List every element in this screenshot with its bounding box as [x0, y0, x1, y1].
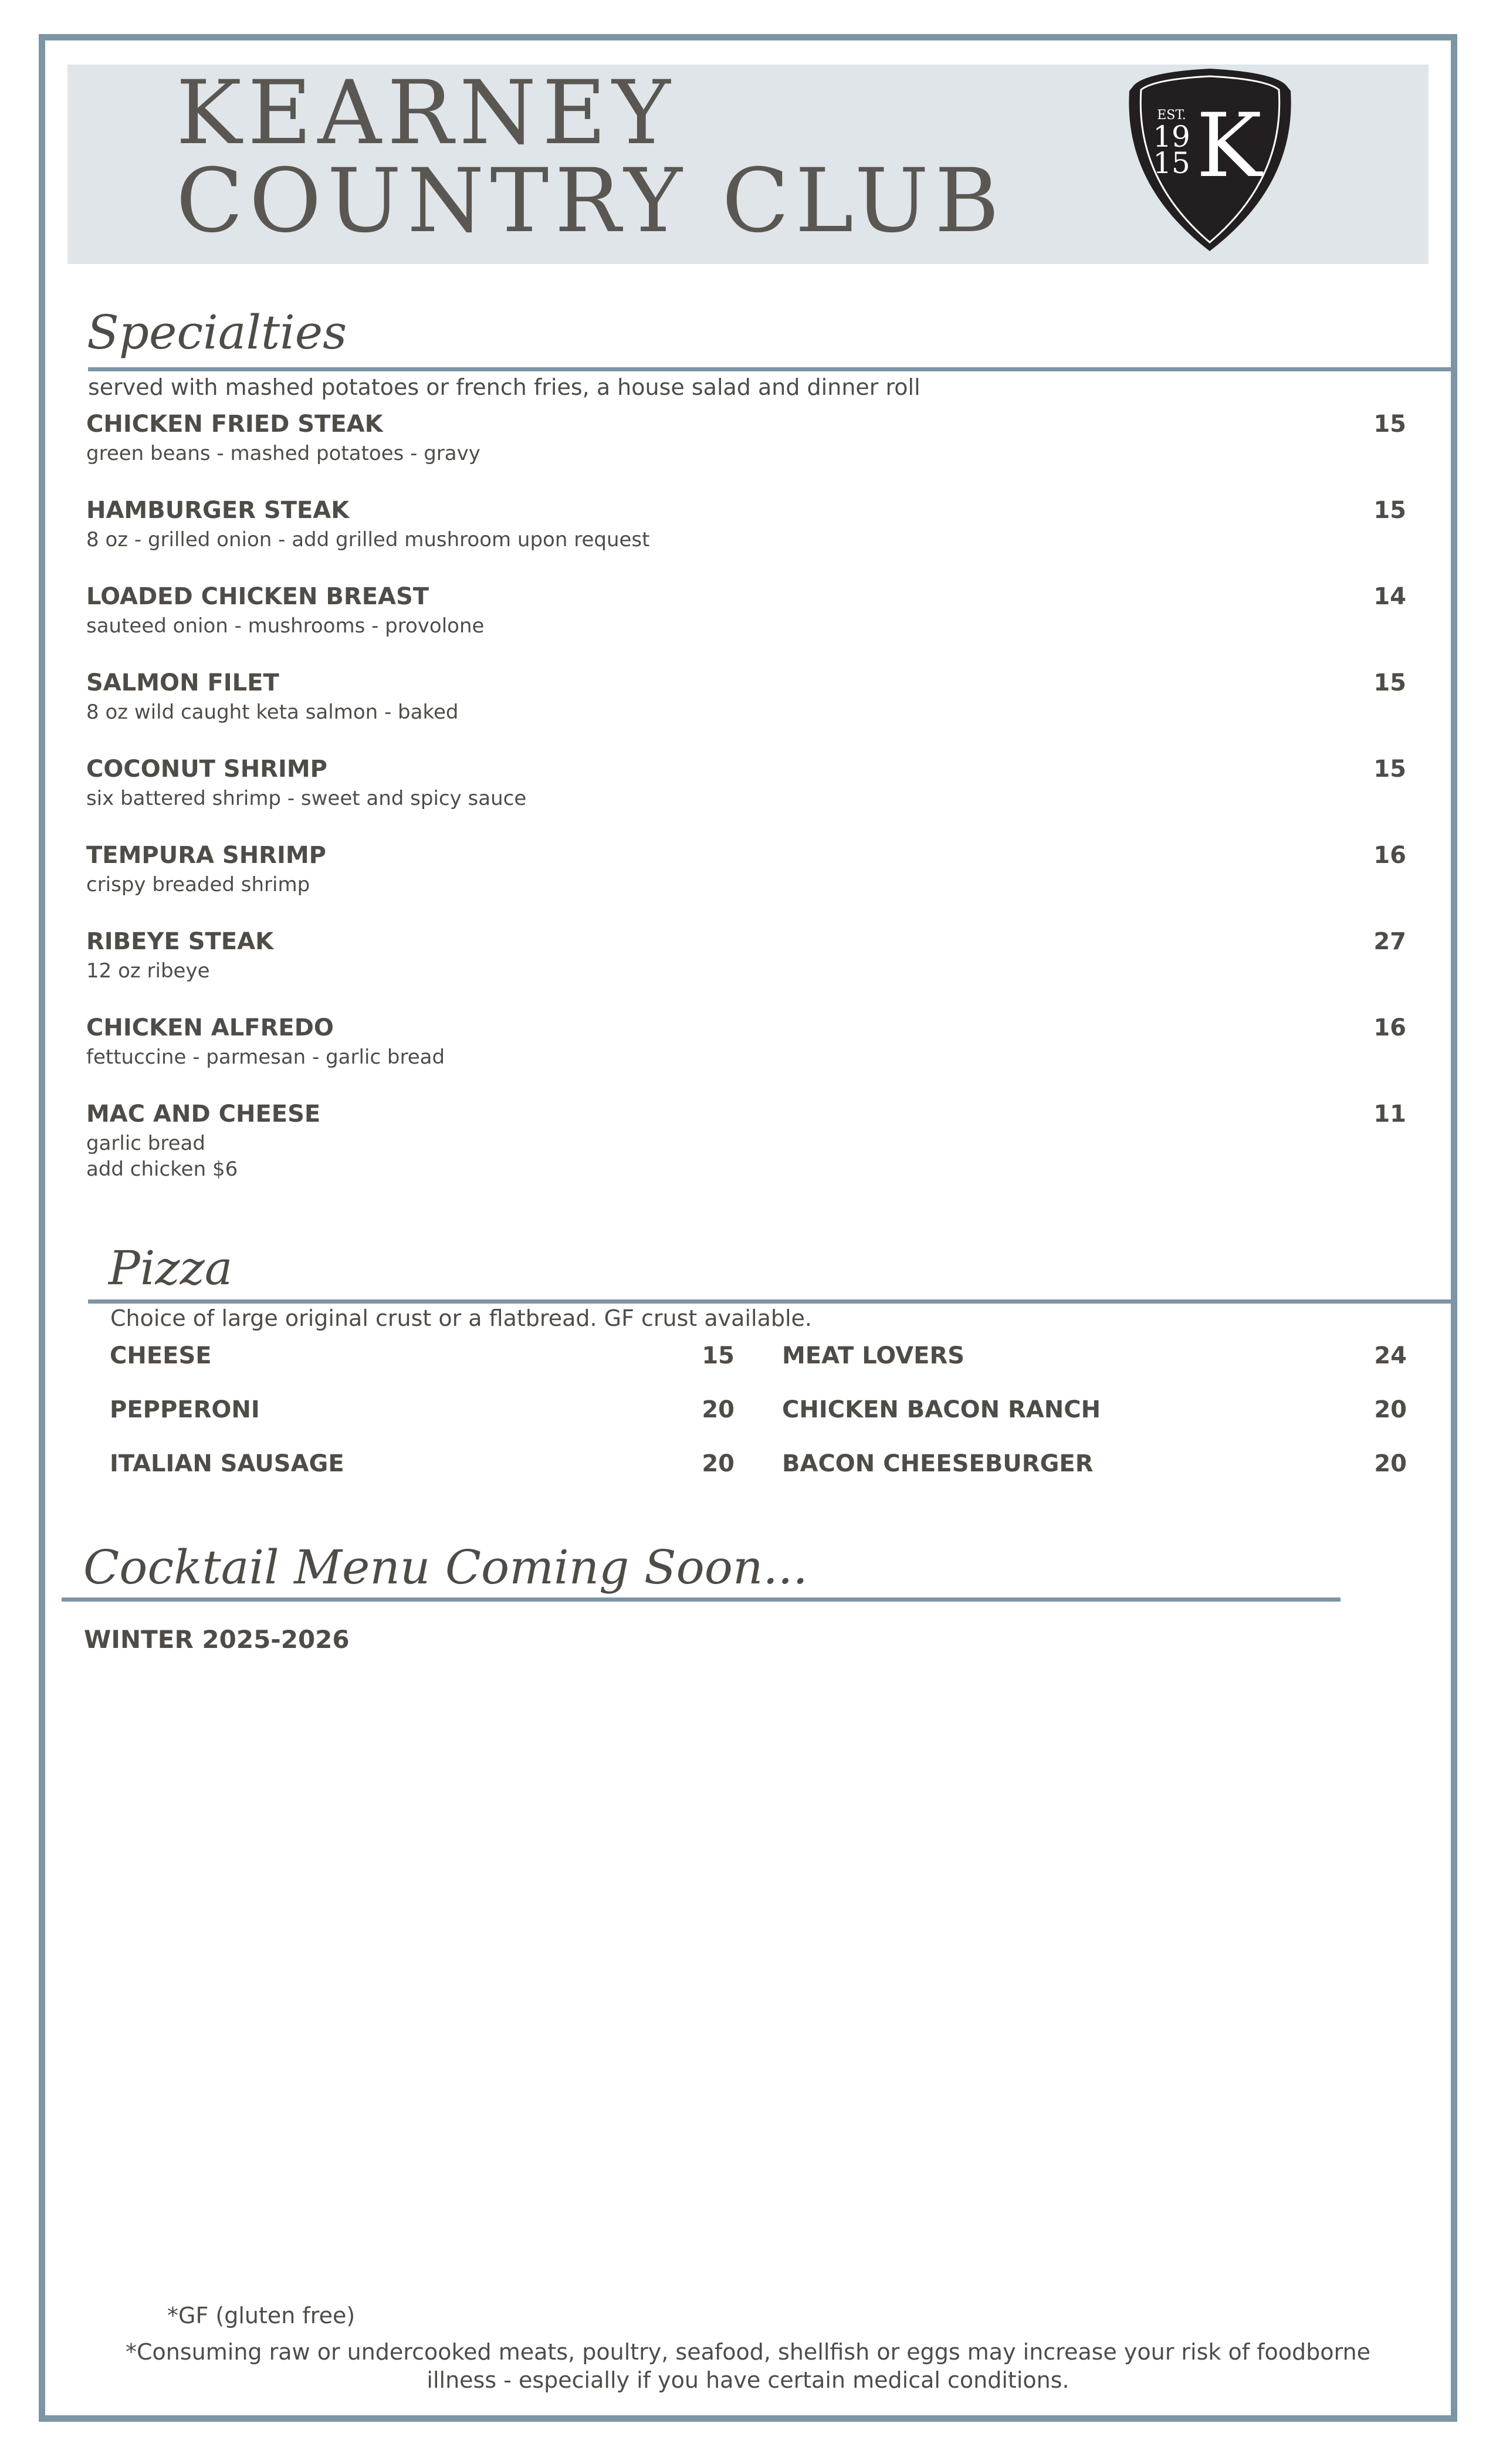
specialties-title: Specialties — [87, 305, 347, 360]
item-name: CHICKEN FRIED STEAK — [86, 411, 383, 438]
club-name-line2: COUNTRY CLUB — [176, 150, 1006, 252]
menu-item — [86, 580, 1406, 639]
item-description: garlic bread — [86, 1132, 205, 1155]
cocktail-title: Cocktail Menu Coming Soon... — [83, 1540, 808, 1595]
menu-item — [86, 1098, 1406, 1182]
menu-item — [86, 666, 1406, 725]
pizza-item — [782, 1393, 1407, 1426]
cocktail-season: WINTER 2025-2026 — [84, 1625, 350, 1654]
menu-item — [86, 753, 1406, 811]
item-name: PEPPERONI — [110, 1396, 260, 1423]
item-name: BACON CHEESEBURGER — [782, 1450, 1094, 1477]
item-price: 20 — [1374, 1396, 1407, 1423]
item-name: LOADED CHICKEN BREAST — [86, 583, 429, 610]
item-price: 15 — [702, 1342, 735, 1369]
menu-item — [86, 494, 1406, 553]
item-price: 20 — [702, 1450, 735, 1477]
pizza-item — [110, 1393, 735, 1426]
item-price: 20 — [702, 1396, 735, 1423]
item-price: 15 — [1373, 669, 1406, 696]
item-description: green beans - mashed potatoes - gravy — [86, 442, 480, 465]
item-name: MEAT LOVERS — [782, 1342, 965, 1369]
item-description: 8 oz wild caught keta salmon - baked — [86, 700, 459, 724]
menu-item — [86, 408, 1406, 466]
menu-item — [86, 1011, 1406, 1070]
item-name: SALMON FILET — [86, 669, 279, 696]
item-name: ITALIAN SAUSAGE — [110, 1450, 344, 1477]
club-crest-logo — [1123, 67, 1297, 252]
item-price: 24 — [1374, 1342, 1407, 1369]
item-name: TEMPURA SHRIMP — [86, 842, 326, 869]
menu-item — [86, 839, 1406, 898]
item-name: MAC AND CHEESE — [86, 1101, 321, 1128]
menu-item — [86, 925, 1406, 984]
item-name: CHICKEN BACON RANCH — [782, 1396, 1101, 1423]
item-name: COCONUT SHRIMP — [86, 756, 327, 783]
item-description: fettuccine - parmesan - garlic bread — [86, 1045, 445, 1069]
item-price: 15 — [1373, 497, 1406, 524]
club-name-line1: KEARNEY — [176, 62, 676, 164]
cocktail-rule — [62, 1597, 1341, 1602]
crest-year-top: 19 — [1153, 120, 1190, 154]
specialties-rule — [88, 367, 1455, 371]
consumer-advisory-line2: illness - especially if you have certain medical conditions. — [427, 2367, 1069, 2393]
item-price: 15 — [1373, 411, 1406, 438]
crest-year-bottom: 15 — [1153, 146, 1190, 180]
pizza-item — [782, 1447, 1407, 1480]
item-price: 27 — [1373, 928, 1406, 955]
item-price: 11 — [1373, 1101, 1406, 1128]
crest-letter: K — [1196, 95, 1263, 197]
club-name — [176, 62, 1056, 252]
item-description: sauteed onion - mushrooms - provolone — [86, 614, 485, 638]
item-name: CHEESE — [110, 1342, 212, 1369]
consumer-advisory-line1: *Consuming raw or undercooked meats, poultry, seafood, shellfish or eggs may increase your risk of foodborne — [126, 2339, 1370, 2365]
item-name: CHICKEN ALFREDO — [86, 1014, 334, 1041]
item-price: 16 — [1373, 1014, 1406, 1041]
specialties-note: served with mashed potatoes or french fries, a house salad and dinner roll — [88, 374, 920, 400]
item-price: 16 — [1373, 842, 1406, 869]
consumer-advisory — [117, 2338, 1379, 2394]
item-addon: add chicken $6 — [86, 1157, 238, 1181]
gluten-free-note: *GF (gluten free) — [167, 2303, 356, 2328]
pizza-rule — [88, 1299, 1455, 1304]
item-description: crispy breaded shrimp — [86, 873, 310, 896]
item-price: 20 — [1374, 1450, 1407, 1477]
pizza-note: Choice of large original crust or a flatbread. GF crust available. — [110, 1305, 812, 1331]
item-description: 8 oz - grilled onion - add grilled mushroom upon request — [86, 528, 650, 551]
pizza-item — [782, 1339, 1407, 1372]
crest-est: EST. — [1157, 108, 1186, 123]
pizza-title: Pizza — [109, 1241, 233, 1295]
item-price: 14 — [1373, 583, 1406, 610]
pizza-item — [110, 1447, 735, 1480]
item-description: six battered shrimp - sweet and spicy sauce — [86, 787, 527, 810]
item-description: 12 oz ribeye — [86, 959, 210, 983]
item-price: 15 — [1373, 756, 1406, 783]
item-name: RIBEYE STEAK — [86, 928, 274, 955]
item-name: HAMBURGER STEAK — [86, 497, 350, 524]
pizza-item — [110, 1339, 735, 1372]
